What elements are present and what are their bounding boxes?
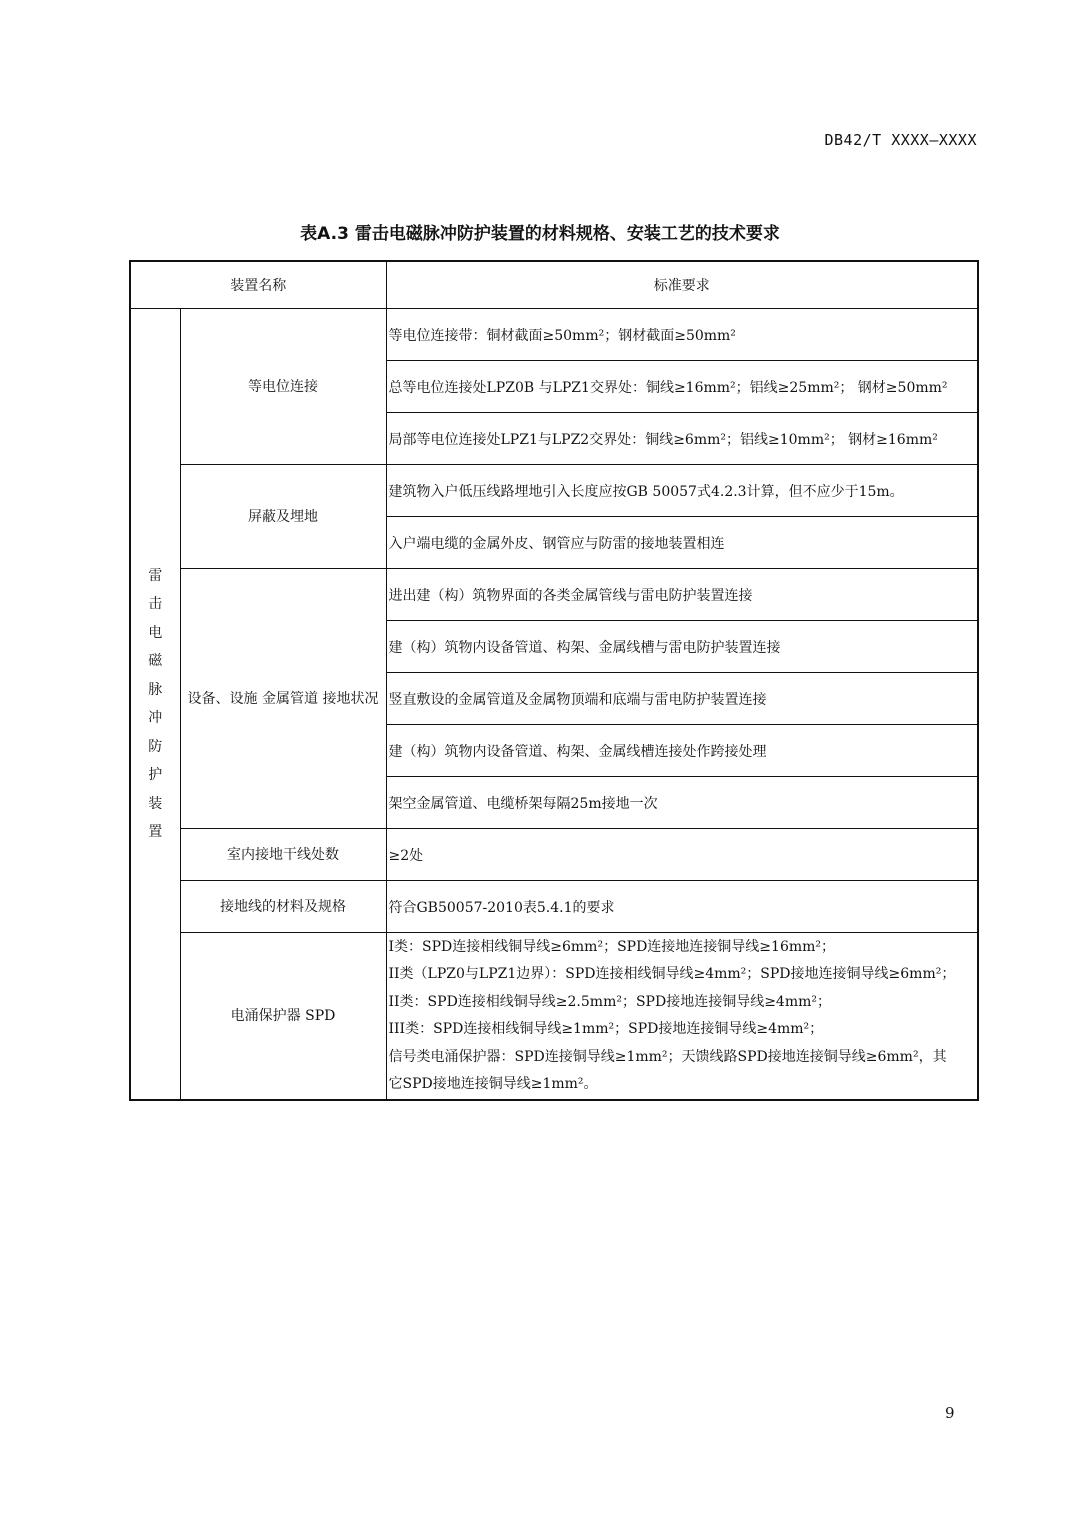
- table-row: [130, 829, 978, 881]
- requirement-cell: 局部等电位连接处LPZ1与LPZ2交界处：铜线≥6mm²；铝线≥10mm²； 钢材≥16mm²: [386, 413, 978, 465]
- requirement-cell: 进出建（构）筑物界面的各类金属管线与雷电防护装置连接: [386, 569, 978, 621]
- col-header-requirement: 标准要求: [386, 261, 978, 309]
- item-equipotential: 等电位连接: [180, 309, 386, 465]
- table-row: [130, 933, 978, 1101]
- requirement-cell: 竖直敷设的金属管道及金属物顶端和底端与雷电防护装置连接: [386, 673, 978, 725]
- spd-requirement-cell: [386, 933, 978, 1101]
- col-header-device-name: 装置名称: [130, 261, 386, 309]
- item-indoor-grounding-trunk: 室内接地干线处数: [180, 829, 386, 881]
- table-row: [130, 569, 978, 621]
- requirement-cell: ≥2处: [386, 829, 978, 881]
- spec-table: [129, 260, 979, 1101]
- requirement-cell: 建（构）筑物内设备管道、构架、金属线槽连接处作跨接处理: [386, 725, 978, 777]
- requirement-cell: 入户端电缆的金属外皮、钢管应与防雷的接地装置相连: [386, 517, 978, 569]
- table-row: [130, 465, 978, 517]
- category-cell: [130, 309, 180, 1101]
- table-row: [130, 309, 978, 361]
- item-spd: 电涌保护器 SPD: [180, 933, 386, 1101]
- requirement-cell: 架空金属管道、电缆桥架每隔25m接地一次: [386, 777, 978, 829]
- requirement-cell: 建筑物入户低压线路埋地引入长度应按GB 50057式4.2.3计算，但不应少于15m。: [386, 465, 978, 517]
- category-label: 雷击电磁脉冲防护装置: [148, 567, 163, 840]
- requirement-cell: 等电位连接带：铜材截面≥50mm²；钢材截面≥50mm²: [386, 309, 978, 361]
- spd-line: II类：SPD连接相线铜导线≥2.5mm²；SPD接地连接铜导线≥4mm²；: [388, 993, 831, 1010]
- table-title: 表A.3 雷击电磁脉冲防护装置的材料规格、安装工艺的技术要求: [300, 224, 780, 244]
- item-metal-pipe-grounding: 设备、设施 金属管道 接地状况: [180, 569, 386, 829]
- table-row: [130, 881, 978, 933]
- spd-line: III类：SPD连接相线铜导线≥1mm²；SPD接地连接铜导线≥4mm²；: [388, 1021, 824, 1037]
- table-header-row: [130, 261, 978, 309]
- requirement-cell: 建（构）筑物内设备管道、构架、金属线槽与雷电防护装置连接: [386, 621, 978, 673]
- item-shielding: 屏蔽及埋地: [180, 465, 386, 569]
- requirement-cell: 符合GB50057-2010表5.4.1的要求: [386, 881, 978, 933]
- document-code: DB42/T XXXX—XXXX: [824, 131, 977, 149]
- page-number: 9: [945, 1404, 955, 1422]
- spd-line: II类（LPZ0与LPZ1边界）：SPD连接相线铜导线≥4mm²；SPD接地连接铜导线≥6mm²；: [388, 966, 956, 982]
- spd-line: I类：SPD连接相线铜导线≥6mm²；SPD连接地连接铜导线≥16mm²；: [388, 938, 836, 955]
- spd-line: 信号类电涌保护器：SPD连接铜导线≥1mm²；天馈线路SPD接地连接铜导线≥6mm²，其: [388, 1048, 947, 1065]
- requirement-cell: 总等电位连接处LPZ0B 与LPZ1交界处：铜线≥16mm²；铝线≥25mm²； 钢材≥50mm²: [386, 361, 978, 413]
- spd-line: 它SPD接地连接铜导线≥1mm²。: [388, 1076, 598, 1092]
- item-grounding-wire-spec: 接地线的材料及规格: [180, 881, 386, 933]
